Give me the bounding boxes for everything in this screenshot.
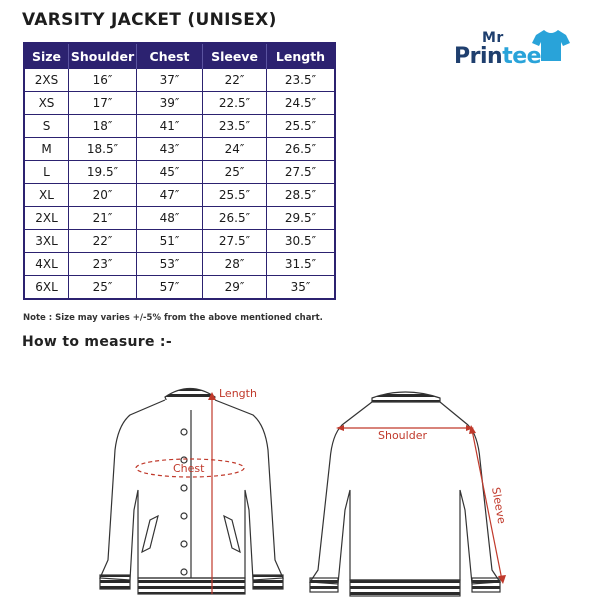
- measurement-cell: 25.5″: [267, 115, 336, 138]
- measurement-cell: 37″: [137, 69, 203, 92]
- measurement-cell: 29.5″: [267, 207, 336, 230]
- size-note: Note : Size may varies +/-5% from the above mentioned chart.: [23, 313, 323, 323]
- table-row: [24, 69, 335, 92]
- jacket-front-drawing: [100, 389, 283, 595]
- measurement-cell: 25.5″: [203, 184, 267, 207]
- table-row: [24, 92, 335, 115]
- measurement-cell: 25″: [203, 161, 267, 184]
- measurement-cell: 27.5″: [203, 230, 267, 253]
- measurement-cell: 18.5″: [69, 138, 137, 161]
- measurement-cell: 48″: [137, 207, 203, 230]
- measurement-cell: 28″: [203, 253, 267, 276]
- measurement-cell: 51″: [137, 230, 203, 253]
- table-row: [24, 253, 335, 276]
- measurement-cell: 26.5″: [203, 207, 267, 230]
- mr-printee-logo: [452, 28, 572, 76]
- measurement-cell: 45″: [137, 161, 203, 184]
- size-cell: XL: [24, 184, 69, 207]
- table-row: [24, 138, 335, 161]
- measurement-cell: 20″: [69, 184, 137, 207]
- logo-tee-text: tee: [502, 44, 542, 69]
- shoulder-label: Shoulder: [378, 429, 427, 442]
- measurement-cell: 57″: [137, 276, 203, 300]
- measurement-cell: 23.5″: [203, 115, 267, 138]
- size-cell: XS: [24, 92, 69, 115]
- size-chart-table: [23, 42, 336, 300]
- table-row: [24, 276, 335, 300]
- measurement-cell: 24″: [203, 138, 267, 161]
- tshirt-icon: [532, 28, 570, 62]
- sleeve-label: Sleeve: [489, 486, 509, 525]
- table-row: [24, 115, 335, 138]
- logo-prin-text: Prin: [454, 44, 503, 69]
- measurement-cell: 26.5″: [267, 138, 336, 161]
- measurement-cell: 21″: [69, 207, 137, 230]
- measurement-cell: 22.5″: [203, 92, 267, 115]
- measurement-cell: 22″: [203, 69, 267, 92]
- length-label: Length: [219, 387, 257, 400]
- chart-title: VARSITY JACKET (UNISEX): [22, 10, 277, 30]
- table-row: [24, 207, 335, 230]
- measurement-cell: 17″: [69, 92, 137, 115]
- measurement-cell: 24.5″: [267, 92, 336, 115]
- size-cell: 6XL: [24, 276, 69, 300]
- measurement-cell: 39″: [137, 92, 203, 115]
- how-to-measure-heading: How to measure :-: [22, 334, 172, 350]
- header-shoulder: Shoulder: [69, 43, 137, 69]
- measurement-cell: 16″: [69, 69, 137, 92]
- measurement-cell: 18″: [69, 115, 137, 138]
- measurement-cell: 29″: [203, 276, 267, 300]
- measurement-cell: 53″: [137, 253, 203, 276]
- jacket-back-drawing: [310, 392, 500, 596]
- chest-label: Chest: [173, 462, 205, 475]
- measurement-cell: 28.5″: [267, 184, 336, 207]
- size-cell: S: [24, 115, 69, 138]
- measurement-cell: 41″: [137, 115, 203, 138]
- measurement-cell: 31.5″: [267, 253, 336, 276]
- table-row: [24, 230, 335, 253]
- size-cell: M: [24, 138, 69, 161]
- table-body: [24, 69, 335, 300]
- measurement-cell: 23.5″: [267, 69, 336, 92]
- measurement-cell: 27.5″: [267, 161, 336, 184]
- size-cell: 3XL: [24, 230, 69, 253]
- measurement-cell: 23″: [69, 253, 137, 276]
- measurement-cell: 47″: [137, 184, 203, 207]
- size-cell: L: [24, 161, 69, 184]
- measurement-cell: 43″: [137, 138, 203, 161]
- header-size: Size: [24, 43, 69, 69]
- table-row: [24, 184, 335, 207]
- header-sleeve: Sleeve: [203, 43, 267, 69]
- measurement-cell: 30.5″: [267, 230, 336, 253]
- table-row: [24, 161, 335, 184]
- size-cell: 2XS: [24, 69, 69, 92]
- logo-printee-text: [454, 44, 541, 69]
- header-length: Length: [267, 43, 336, 69]
- measurement-cell: 35″: [267, 276, 336, 300]
- measurement-cell: 22″: [69, 230, 137, 253]
- measurement-cell: 25″: [69, 276, 137, 300]
- header-chest: Chest: [137, 43, 203, 69]
- measurement-diagram: [0, 370, 600, 600]
- size-cell: 4XL: [24, 253, 69, 276]
- size-cell: 2XL: [24, 207, 69, 230]
- table-header-row: [24, 43, 335, 69]
- logo-mr-text: Mr: [482, 30, 504, 46]
- measurement-cell: 19.5″: [69, 161, 137, 184]
